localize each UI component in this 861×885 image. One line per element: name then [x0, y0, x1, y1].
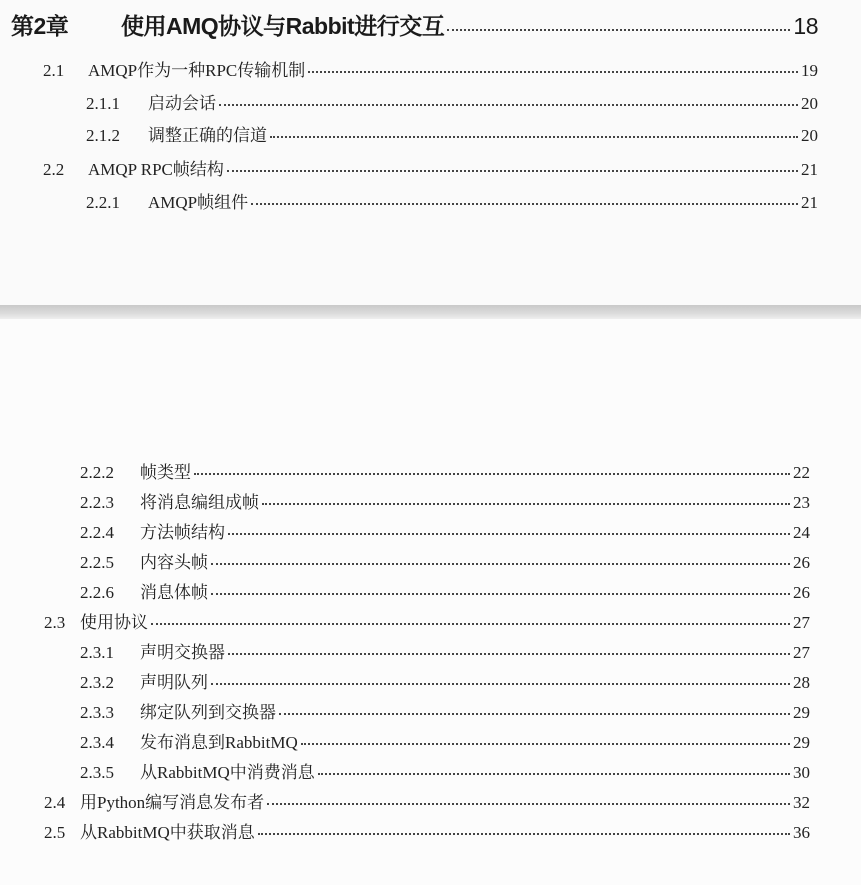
section-title: 用Python编写消息发布者: [80, 793, 265, 812]
dot-leader: [211, 563, 790, 565]
toc-entry[interactable]: [80, 638, 810, 663]
section-number: 2.3.4: [80, 733, 114, 752]
page-number: 18: [793, 13, 818, 39]
page-number: 27: [793, 643, 810, 662]
top-page: [0, 0, 861, 305]
section-title: 消息体帧: [140, 583, 208, 602]
dot-leader: [211, 683, 790, 685]
page-number: 30: [793, 763, 810, 782]
section-number: 2.2.6: [80, 583, 114, 602]
toc-entry[interactable]: [80, 578, 810, 603]
page-separator: [0, 305, 861, 319]
toc-entry[interactable]: [80, 698, 810, 723]
dot-leader: [219, 104, 798, 106]
page-number: 21: [801, 160, 818, 179]
dot-leader: [228, 653, 790, 655]
page-number: 26: [793, 553, 810, 572]
dot-leader: [194, 473, 790, 475]
section-title: 使用协议: [80, 613, 148, 632]
page-number: 36: [793, 823, 810, 842]
section-number: 2.2.2: [80, 463, 114, 482]
toc-entry[interactable]: [44, 788, 810, 813]
page-number: 22: [793, 463, 810, 482]
section-number: 2.1.2: [86, 126, 120, 145]
dot-leader: [279, 713, 790, 715]
section-number: 2.3.3: [80, 703, 114, 722]
chapter-number: 第2章: [11, 13, 69, 39]
toc-entry[interactable]: [43, 56, 818, 81]
section-title: 方法帧结构: [140, 523, 225, 542]
dot-leader: [301, 743, 790, 745]
page-number: 24: [793, 523, 810, 542]
page-number: 29: [793, 733, 810, 752]
toc-entry[interactable]: [80, 518, 810, 543]
section-number: 2.2.5: [80, 553, 114, 572]
chapter-title: 使用AMQ协议与Rabbit进行交互: [121, 13, 445, 39]
section-title: AMQP帧组件: [148, 193, 249, 212]
section-number: 2.3: [44, 613, 66, 632]
page-number: 29: [793, 703, 810, 722]
page-number: 28: [793, 673, 810, 692]
toc-entry[interactable]: [80, 728, 810, 753]
toc-entry[interactable]: [80, 548, 810, 573]
page-number: 20: [801, 126, 818, 145]
toc-entry[interactable]: [44, 818, 810, 843]
section-title: 启动会话: [148, 94, 216, 113]
page-number: 21: [801, 193, 818, 212]
dot-leader: [227, 170, 798, 172]
dot-leader: [270, 136, 798, 138]
section-title: 绑定队列到交换器: [140, 703, 276, 722]
section-number: 2.3.5: [80, 763, 114, 782]
section-number: 2.3.2: [80, 673, 114, 692]
dot-leader: [262, 503, 790, 505]
dot-leader: [308, 71, 798, 73]
toc-entry[interactable]: [44, 608, 810, 633]
page-number: 20: [801, 94, 818, 113]
toc-entry[interactable]: [80, 488, 810, 513]
section-title: 声明交换器: [140, 643, 225, 662]
page-number: 19: [801, 61, 818, 80]
page-number: 32: [793, 793, 810, 812]
dot-leader: [251, 203, 798, 205]
section-number: 2.2.4: [80, 523, 114, 542]
toc-entry[interactable]: [80, 758, 810, 783]
section-title: 从RabbitMQ中消费消息: [140, 763, 315, 782]
dot-leader: [258, 833, 790, 835]
section-title: AMQP RPC帧结构: [88, 160, 224, 179]
section-title: 将消息编组成帧: [140, 493, 259, 512]
section-number: 2.1.1: [86, 94, 120, 113]
toc-entry[interactable]: [80, 458, 810, 483]
section-number: 2.1: [43, 61, 65, 80]
chapter-heading: [11, 8, 818, 41]
toc-entry[interactable]: [86, 89, 818, 114]
dot-leader: [228, 533, 790, 535]
section-number: 2.2.1: [86, 193, 120, 212]
page-number: 23: [793, 493, 810, 512]
section-title: 帧类型: [140, 463, 191, 482]
section-number: 2.4: [44, 793, 66, 812]
section-number: 2.5: [44, 823, 66, 842]
section-title: AMQP作为一种RPC传输机制: [88, 61, 306, 80]
section-title: 从RabbitMQ中获取消息: [80, 823, 255, 842]
dot-leader: [318, 773, 790, 775]
section-number: 2.2.3: [80, 493, 114, 512]
toc-entry[interactable]: [86, 188, 818, 213]
page-number: 27: [793, 613, 810, 632]
toc-entry[interactable]: [43, 155, 818, 180]
toc-entry[interactable]: [86, 121, 818, 146]
bottom-page: [0, 319, 861, 885]
dot-leader: [447, 29, 790, 31]
dot-leader: [267, 803, 790, 805]
toc-entry[interactable]: [80, 668, 810, 693]
section-title: 声明队列: [140, 673, 208, 692]
section-title: 调整正确的信道: [148, 126, 267, 145]
section-title: 内容头帧: [140, 553, 208, 572]
dot-leader: [211, 593, 790, 595]
section-number: 2.2: [43, 160, 65, 179]
section-title: 发布消息到RabbitMQ: [140, 733, 298, 752]
dot-leader: [151, 623, 790, 625]
section-number: 2.3.1: [80, 643, 114, 662]
page-number: 26: [793, 583, 810, 602]
